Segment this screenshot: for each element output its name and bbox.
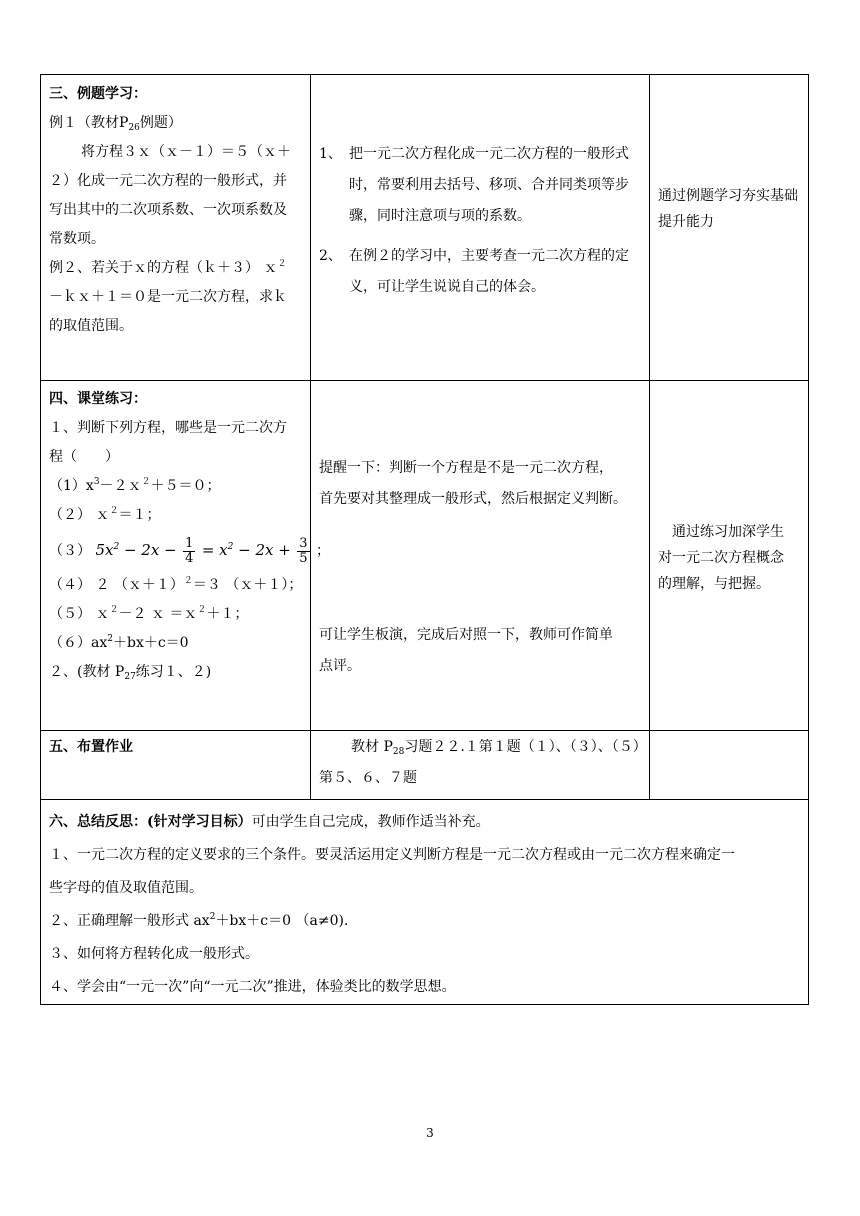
practice-q1-line: 程（ ） [49, 449, 119, 465]
homework-content-cell [311, 731, 650, 800]
summary-point: ３、如何将方程转化成一般形式。 [49, 946, 259, 962]
fraction: $\frac{1}{4}$ [185, 535, 194, 566]
summary-point: １、一元二次方程的定义要求的三个条件。要灵活运用定义判断方程是一元二次方程或由一元二次方程来确定一 [49, 847, 735, 863]
summary-point: ２、正确理解一般形式 $ax^2+bx+c=0$ （a≠0)． [49, 912, 358, 929]
practice-q2: ２、(教材 $P_{27}$练习１、２) [49, 664, 212, 682]
practice-guide-line: 提醒一下：判断一个方程是不是一元二次方程， [319, 460, 613, 476]
practice-guide-line: 首先要对其整理成一般形式，然后根据定义判断。 [319, 491, 627, 507]
fraction: $\frac{3}{5}$ [299, 535, 308, 566]
example-row [41, 75, 809, 381]
example-guide-cell [311, 75, 650, 381]
example-content-cell [41, 75, 311, 381]
summary-row [41, 800, 809, 1005]
example1-line: 写出其中的二次项系数、一次项系数及 [49, 202, 287, 218]
lesson-plan-table [40, 74, 809, 1005]
homework-heading-cell [41, 731, 311, 800]
practice-row [41, 381, 809, 731]
example1-line: 常数项。 [49, 231, 105, 247]
example-heading: 三、例题学习： [49, 86, 147, 102]
practice-guide-line: 可让学生板演，完成后对照一下，教师可作简单 [319, 627, 613, 643]
example2-line: 的取值范围。 [49, 318, 133, 334]
practice-guide-cell [311, 381, 650, 731]
example2-line: 例２、若关于ｘ的方程（ｋ＋３） ｘ$^2$ [49, 259, 287, 276]
page-number: 3 [426, 1126, 434, 1140]
example1-line: 将方程３ｘ（ｘ－１）＝５（ｘ＋ [81, 144, 291, 160]
practice-q1-line: １、判断下列方程，哪些是一元二次方 [49, 420, 287, 436]
example-purpose-cell [650, 75, 809, 381]
example1-line: ２）化成一元二次方程的一般形式，并 [49, 173, 287, 189]
example2-line: －ｋｘ＋１＝０是一元二次方程，求ｋ [49, 289, 287, 305]
practice-guide-line: 点评。 [319, 658, 361, 674]
practice-item: （５） ｘ$^2$－２ ｘ ＝ｘ$^2$＋１； [49, 605, 249, 622]
practice-item-equation: （３） $5x^2 - 2x$ − $\frac{1}{4}$ = $x^2 - 2x$ + $\frac{3}{5}$ ； [49, 535, 331, 566]
practice-purpose-line: 对一元二次方程概念 [658, 550, 784, 566]
practice-item: （４） ２ （ｘ＋１）$^2$＝３ （ｘ＋１）； [49, 576, 303, 593]
summary-point: 些字母的值及取值范围。 [49, 880, 203, 896]
practice-purpose-line: 的理解，与把握。 [658, 576, 770, 592]
example-purpose: 通过例题学习夯实基础提升能力 [658, 188, 798, 230]
practice-item: $(6)ax^2+bx+c=0$ [49, 634, 189, 651]
guide-item: 1、 把一元二次方程化成一元二次方程的一般形式时，常要利用去括号、移项、合并同类项等步骤，同时注意项与项的系数。 [319, 145, 629, 224]
guide-item: 2、 在例２的学习中，主要考查一元二次方程的定义，可让学生说说自己的体会。 [319, 247, 629, 295]
homework-heading: 五、布置作业 [49, 739, 133, 755]
practice-heading: 四、课堂练习： [49, 391, 147, 407]
practice-purpose-cell [650, 381, 809, 731]
homework-empty-cell [650, 731, 809, 800]
summary-point: ４、学会由“一元一次”向“一元二次”推进，体验类比的数学思想。 [49, 979, 456, 995]
practice-purpose-line: 通过练习加深学生 [672, 524, 784, 540]
summary-cell [41, 800, 809, 1005]
practice-content-cell [41, 381, 331, 731]
homework-row [41, 731, 809, 800]
homework-line: 教材 $P_{28}$习题２２.１第１题（１）、（３）、（５） [351, 739, 647, 757]
summary-heading: 六、总结反思：(针对学习目标）可由学生自己完成，教师作适当补充。 [49, 814, 490, 830]
homework-line: 第５、６、７题 [319, 770, 417, 786]
practice-item: $(1)x^3-2x^2+5=0$； [49, 477, 221, 494]
practice-item: （２） ｘ$^2$＝１； [49, 506, 161, 523]
example1-label: 例１（教材$P_{26}$例题） [49, 115, 182, 133]
